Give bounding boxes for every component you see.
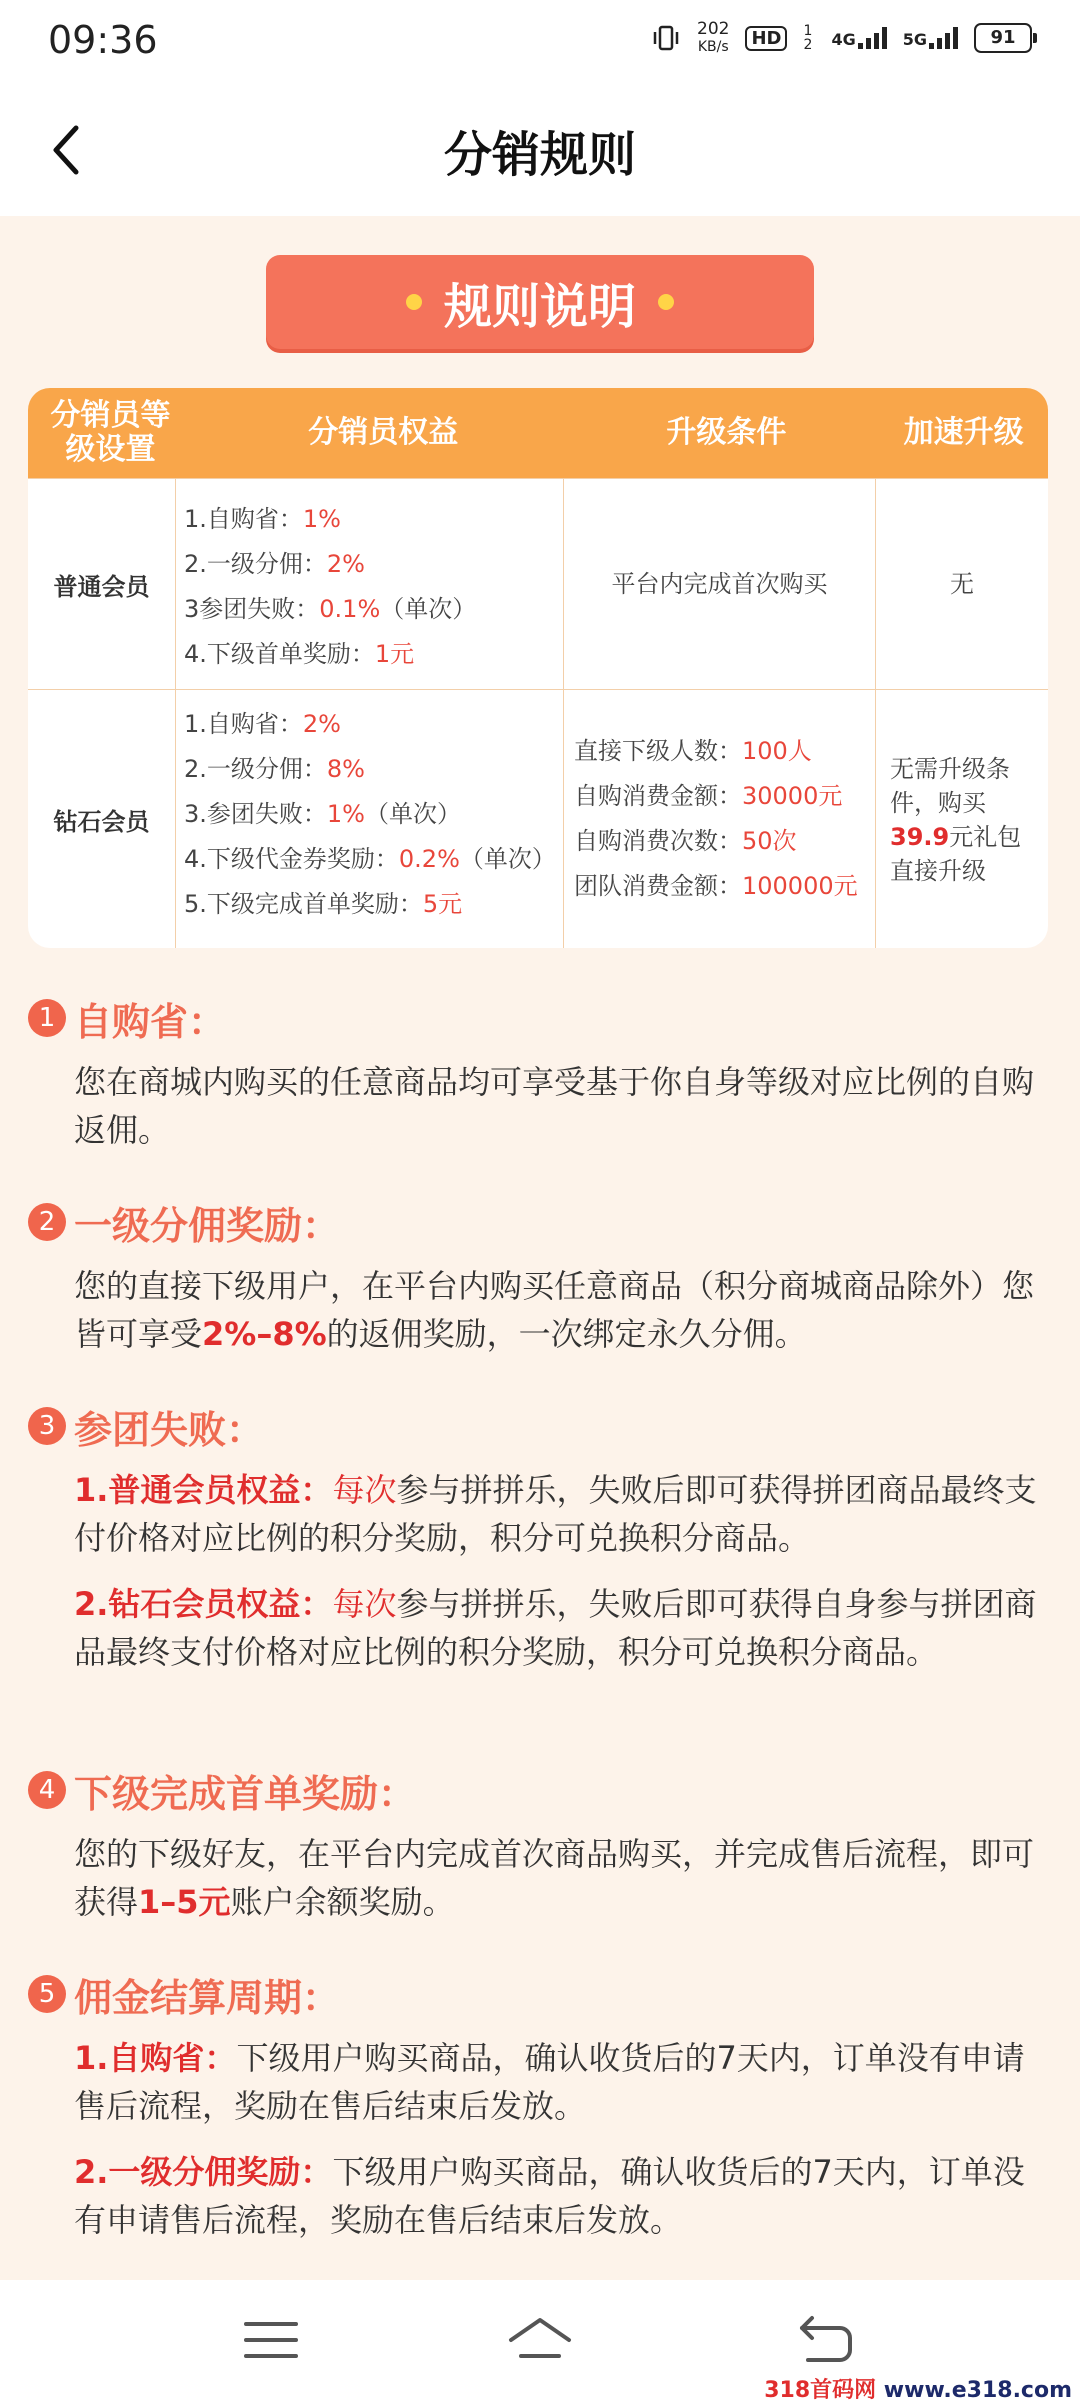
menu-button[interactable] xyxy=(236,2310,306,2370)
dot-icon xyxy=(658,294,674,310)
number-badge: 3 xyxy=(28,1407,66,1445)
table-row xyxy=(28,689,1048,948)
rules-banner xyxy=(266,255,814,349)
benefit-item: 1.自购省：1% xyxy=(184,505,341,533)
condition-item: 自购消费金额：30000元 xyxy=(574,782,843,810)
watermark: 318首码网 www.e318.com xyxy=(764,2378,1072,2403)
battery-icon: 91 xyxy=(974,23,1032,53)
condition-item: 团队消费金额：100000元 xyxy=(574,872,858,900)
vibrate-icon xyxy=(651,24,681,52)
section-first-level-commission xyxy=(28,1192,1052,1358)
condition-item: 直接下级人数：100人 xyxy=(574,737,812,765)
number-badge: 5 xyxy=(28,1975,66,2013)
home-button[interactable] xyxy=(505,2310,575,2370)
section-title: 自购省： xyxy=(74,999,227,1044)
network-5g: 5G xyxy=(903,27,958,49)
benefits-list xyxy=(176,690,564,948)
number-badge: 1 xyxy=(28,999,66,1037)
hd-badge: HD xyxy=(745,26,787,51)
section-text: 您的下级好友，在平台内完成首次商品购买，并完成售后流程，即可获得1–5元账户余额奖励。 xyxy=(74,1835,1035,1921)
benefit-item: 2.一级分佣：2% xyxy=(184,550,365,578)
back-system-button[interactable] xyxy=(790,2310,860,2370)
home-icon xyxy=(505,2310,575,2370)
level-name: 钻石会员 xyxy=(28,690,176,948)
return-icon xyxy=(790,2310,860,2370)
section-group-fail xyxy=(28,1396,1052,1694)
network-speed: 202 KB/s xyxy=(697,19,730,55)
nav-header xyxy=(0,80,1080,216)
section-self-purchase xyxy=(28,988,1052,1154)
banner-label: 规则说明 xyxy=(443,278,636,335)
accelerate-cell: 无需升级条件，购买39.9元礼包直接升级 xyxy=(890,755,1022,885)
conditions-cell xyxy=(564,479,876,689)
benefit-item: 3参团失败：0.1%（单次） xyxy=(184,595,477,623)
system-nav-bar xyxy=(0,2280,1080,2408)
section-text xyxy=(74,2034,1052,2244)
dot-icon xyxy=(406,294,422,310)
section-title: 佣金结算周期： xyxy=(74,1975,341,2020)
header-conditions: 升级条件 xyxy=(666,415,787,450)
signal-icon xyxy=(858,27,887,49)
section-first-order-reward xyxy=(28,1760,1052,1926)
page-title: 分销规则 xyxy=(443,127,636,183)
section-text xyxy=(74,1466,1052,1676)
section-title: 参团失败： xyxy=(74,1407,265,1452)
number-badge: 2 xyxy=(28,1203,66,1241)
benefit-item: 1.自购省：2% xyxy=(184,710,341,738)
table-row xyxy=(28,478,1048,689)
condition-text: 平台内完成首次购买 xyxy=(611,569,828,598)
status-bar xyxy=(0,0,1080,80)
rule-item: 2.钻石会员权益：每次参与拼拼乐，失败后即可获得自身参与拼团商品最终支付价格对应比例的积分奖励，积分可兑换积分商品。 xyxy=(74,1585,1037,1671)
benefit-item: 4.下级代金券奖励：0.2%（单次） xyxy=(184,845,556,873)
status-icons xyxy=(651,20,1032,56)
benefits-list xyxy=(176,479,564,689)
header-accelerate: 加速升级 xyxy=(903,415,1024,450)
level-table xyxy=(28,388,1048,948)
rule-item: 2.一级分佣奖励：下级用户购买商品，确认收货后的7天内，订单没有申请售后流程，奖励在售后结束后发放。 xyxy=(74,2153,1025,2239)
section-text: 您在商城内购买的任意商品均可享受基于你自身等级对应比例的自购返佣。 xyxy=(74,1063,1035,1149)
header-level: 分销员等级设置 xyxy=(50,398,171,467)
header-benefits: 分销员权益 xyxy=(308,415,459,450)
accelerate-cell: 无 xyxy=(950,570,974,598)
benefit-item: 5.下级完成首单奖励：5元 xyxy=(184,890,463,918)
network-4g: 4G xyxy=(831,27,886,49)
section-title: 一级分佣奖励： xyxy=(74,1203,341,1248)
section-title: 下级完成首单奖励： xyxy=(74,1771,417,1816)
section-text: 您的直接下级用户，在平台内购买任意商品（积分商城商品除外）您皆可享受2%–8%的返佣奖励，一次绑定永久分佣。 xyxy=(74,1267,1035,1353)
level-name: 普通会员 xyxy=(28,479,176,689)
benefit-item: 3.参团失败：1%（单次） xyxy=(184,800,461,828)
conditions-cell xyxy=(564,690,876,948)
status-time: 09:36 xyxy=(48,18,158,62)
rule-item: 1.自购省：下级用户购买商品，确认收货后的7天内，订单没有申请售后流程，奖励在售后结束后发放。 xyxy=(74,2039,1025,2125)
table-header xyxy=(28,388,1048,478)
section-settlement-cycle xyxy=(28,1964,1052,2262)
hd-sub: 1 2 xyxy=(803,23,813,53)
menu-icon xyxy=(236,2310,306,2370)
benefit-item: 4.下级首单奖励：1元 xyxy=(184,640,415,668)
condition-item: 自购消费次数：50次 xyxy=(574,827,797,855)
signal-icon xyxy=(929,27,958,49)
number-badge: 4 xyxy=(28,1771,66,1809)
benefit-item: 2.一级分佣：8% xyxy=(184,755,365,783)
rule-item: 1.普通会员权益：每次参与拼拼乐，失败后即可获得拼团商品最终支付价格对应比例的积分奖励，积分可兑换积分商品。 xyxy=(74,1471,1037,1557)
